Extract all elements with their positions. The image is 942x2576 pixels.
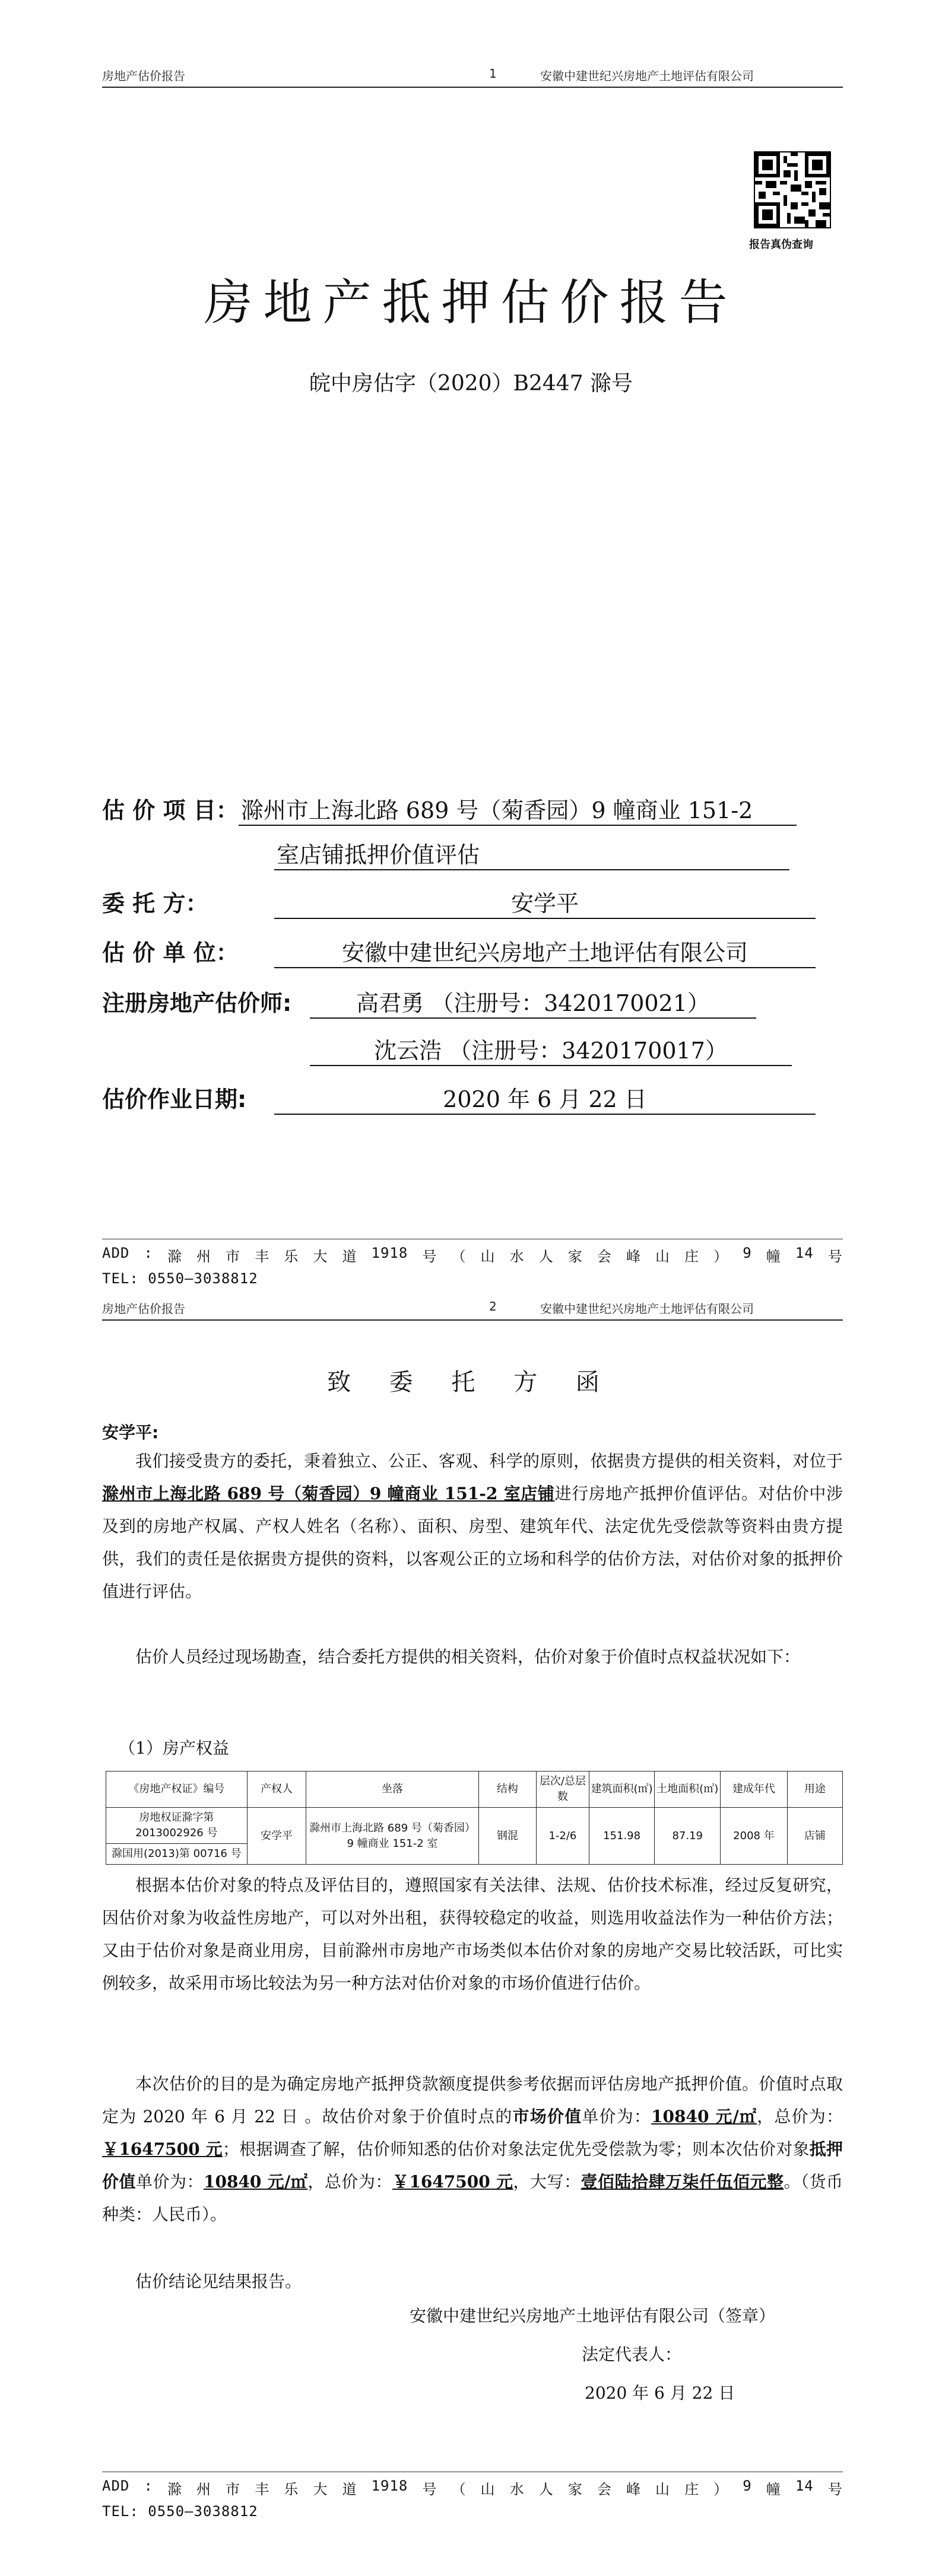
- p1-text-a: 我们接受贵方的委托，秉着独立、公正、客观、科学的原则，依据贵方提供的相关资料，对位于: [135, 1451, 843, 1471]
- footer-address-token: 水: [509, 1248, 525, 1265]
- page2-header-left: 房地产估价报告: [102, 1302, 185, 1316]
- field-date: [102, 1081, 816, 1115]
- p4-market-total: ￥1647500 元: [102, 2139, 223, 2159]
- cell-floors: 1-2/6: [537, 1808, 589, 1865]
- cell-use: 店铺: [787, 1808, 842, 1865]
- p1-property-address: 滁州市上海北路 689 号（菊香园）9 幢商业 151-2 室店铺: [102, 1484, 555, 1503]
- page2-page-number: 2: [489, 1299, 497, 1314]
- th-year: 建成年代: [721, 1772, 788, 1808]
- p4-mortgage-value-label: 抵押价值: [102, 2139, 843, 2192]
- footer-address-token: 市: [226, 2481, 241, 2498]
- p4-text-m: ，大写：: [513, 2172, 581, 2192]
- p4-market-unit-price: 10840 元/㎡: [651, 2107, 757, 2126]
- footer-address-token: 庄: [684, 2481, 700, 2498]
- p4-text-k: ，总价为：: [307, 2172, 392, 2192]
- field-appraiser: [102, 985, 756, 1019]
- appraiser-label: 注册房地产估价师:: [102, 990, 292, 1016]
- page1-footer-address: [102, 1245, 843, 1265]
- footer-address-token: 人: [538, 1248, 554, 1265]
- field-project-cont: [274, 837, 789, 870]
- footer-address-token: 大: [313, 2481, 328, 2498]
- p4-amount-in-words: 壹佰陆拾肆万柒仟伍佰元整: [581, 2172, 784, 2192]
- p4-text-e: ，总价为：: [757, 2107, 843, 2126]
- cell-land-area: 87.19: [655, 1808, 721, 1865]
- footer-address-token: 会: [597, 2481, 612, 2498]
- footer-address-token: 1918: [371, 1245, 408, 1261]
- paragraph-3: 根据本估价对象的特点及评估目的，遵照国家有关法律、法规、估价技术标准，经过反复研究，因估价对象为收益性房地产，可以对外出租，获得较稳定的收益，则选用收益法作为一种估价方法；又由于估价对象是商业用房，目前滁州市房地产市场类似本估价对象的房地产交易比较活跃，可比实例较多，故采用市场比较法为另一种方法对估价对象的市场价值进行估价。: [102, 1875, 843, 1993]
- p4-text-i: 单价为：: [136, 2172, 204, 2192]
- client-value: 安学平: [274, 885, 816, 919]
- cell-land-cert: 滁国用(2013)第 00716 号: [106, 1844, 248, 1865]
- date-label: 估价作业日期:: [102, 1086, 247, 1112]
- footer-address-token: 家: [567, 2481, 583, 2498]
- cell-building-area: 151.98: [589, 1808, 655, 1865]
- footer-address-token: 庄: [684, 1248, 700, 1265]
- footer-address-token: 市: [226, 1248, 241, 1265]
- footer-address-token: 幢: [766, 1248, 781, 1265]
- client-label: 委 托 方：: [102, 891, 208, 917]
- th-land-area: 土地面积(㎡): [655, 1772, 721, 1808]
- page2-header-right: 安徽中建世纪兴房地产土地评估有限公司: [540, 1302, 754, 1316]
- paragraph-5: 估价结论见结果报告。: [135, 2272, 302, 2291]
- field-client: [102, 885, 816, 919]
- field-project: [102, 792, 797, 826]
- footer-address-token: 山: [480, 1248, 496, 1265]
- p4-mortgage-unit-price: 10840 元/㎡: [204, 2172, 308, 2192]
- page2-footer: [102, 2478, 843, 2520]
- signature-date: 2020 年 6 月 22 日: [585, 2383, 735, 2403]
- th-cert: 《房地产权证》编号: [106, 1772, 248, 1808]
- table-row: [106, 1808, 843, 1844]
- footer-address-token: 号: [827, 1248, 843, 1265]
- footer-address-token: 道: [342, 1248, 357, 1265]
- appraiser-2: 沈云浩 （注册号：3420170017）: [310, 1032, 792, 1066]
- footer-address-token: ADD: [102, 1245, 130, 1261]
- page1-footer-tel: TEL: 0550—3038812: [102, 1270, 258, 1287]
- letter-title: 致 委 托 方 函: [327, 1369, 615, 1396]
- p4-mortgage-total: ￥1647500 元: [392, 2172, 513, 2192]
- p4-text-g: ；根据调查了解，估价师知悉的估价对象法定优先受偿款为零；则本次估价对象: [222, 2139, 810, 2159]
- footer-address-token: 14: [795, 1245, 814, 1261]
- footer-address-token: 水: [509, 2481, 525, 2498]
- page2-footer-tel: TEL: 0550—3038812: [102, 2503, 258, 2520]
- footer-address-token: 道: [342, 2481, 357, 2498]
- footer-address-token: 丰: [255, 2481, 270, 2498]
- footer-address-token: 人: [538, 2481, 554, 2498]
- salutation: 安学平:: [102, 1423, 159, 1442]
- th-location: 坐落: [306, 1772, 478, 1808]
- project-value-line2: 室店铺抵押价值评估: [274, 837, 789, 870]
- footer-address-token: 乐: [284, 1248, 299, 1265]
- footer-address-token: 州: [196, 2481, 212, 2498]
- footer-address-token: 峰: [626, 2481, 641, 2498]
- unit-label: 估 价 单 位：: [102, 940, 239, 966]
- cell-structure: 钢混: [478, 1808, 536, 1865]
- footer-address-token: 14: [795, 2478, 814, 2494]
- footer-address-token: 号: [422, 2481, 437, 2498]
- p4-text-a: 本次估价的目的是为确定房地产抵押贷款额度提供参考依据而评估房地产抵押价值。价值时点取定为 2020 年 6 月 22 日 。故估价对象于价值时点的: [102, 2074, 843, 2126]
- page1-header-left: 房地产估价报告: [102, 69, 185, 83]
- signature-company: 安徽中建世纪兴房地产土地评估有限公司（签章）: [410, 2306, 776, 2326]
- th-building-area: 建筑面积(㎡): [589, 1772, 655, 1808]
- cell-year: 2008 年: [721, 1808, 788, 1865]
- footer-address-token: 会: [597, 1248, 612, 1265]
- report-title: 房地产抵押估价报告: [204, 275, 738, 331]
- footer-address-token: ）: [713, 2481, 729, 2498]
- footer-address-token: （: [451, 2481, 467, 2498]
- footer-address-token: 乐: [284, 2481, 299, 2498]
- unit-value: 安徽中建世纪兴房地产土地评估有限公司: [274, 934, 816, 968]
- th-structure: 结构: [478, 1772, 536, 1808]
- qr-code-icon: [754, 151, 831, 228]
- footer-address-token: 9: [743, 1245, 752, 1261]
- cell-owner: 安学平: [247, 1808, 306, 1865]
- page1-header-right: 安徽中建世纪兴房地产土地评估有限公司: [540, 69, 754, 83]
- footer-address-token: :: [144, 1245, 153, 1261]
- page1-header-rule: [102, 87, 843, 88]
- footer-address-token: 丰: [255, 1248, 270, 1265]
- qr-caption: 报告真伪查询: [749, 238, 813, 251]
- field-unit: [102, 934, 816, 968]
- footer-address-token: 号: [827, 2481, 843, 2498]
- page1-footer: [102, 1245, 843, 1287]
- date-value: 2020 年 6 月 22 日: [274, 1081, 816, 1115]
- table-header-row: [106, 1772, 843, 1808]
- footer-address-token: 州: [196, 1248, 212, 1265]
- paragraph-1: [102, 1445, 843, 1608]
- cell-location: 滁州市上海北路 689 号（菊香园）9 幢商业 151-2 室: [306, 1808, 478, 1865]
- footer-address-token: ）: [713, 1248, 729, 1265]
- project-label: 估 价 项 目：: [102, 797, 239, 823]
- p4-text-o: 。（货币种类：人民币）。: [102, 2172, 843, 2224]
- property-rights-table: [106, 1771, 843, 1865]
- footer-address-token: 1918: [371, 2478, 408, 2494]
- footer-address-token: 山: [655, 1248, 671, 1265]
- signature-representative: 法定代表人：: [582, 2345, 682, 2364]
- report-number: 皖中房估字（2020）B2447 滁号: [309, 371, 633, 396]
- footer-address-token: :: [144, 2478, 153, 2494]
- th-use: 用途: [787, 1772, 842, 1808]
- page2-footer-address: [102, 2478, 843, 2498]
- footer-address-token: 家: [567, 1248, 583, 1265]
- footer-address-token: 幢: [766, 2481, 781, 2498]
- footer-address-token: 山: [655, 2481, 671, 2498]
- appraiser-1: 高君勇 （注册号：3420170021）: [310, 985, 756, 1019]
- project-value-line1: 滁州市上海北路 689 号（菊香园）9 幢商业 151-2: [239, 792, 797, 826]
- footer-address-token: 大: [313, 1248, 328, 1265]
- footer-address-token: ADD: [102, 2478, 130, 2494]
- footer-address-token: 滁: [167, 1248, 182, 1265]
- p1-text-c: 进行房地产抵押价值评估。对估价中涉及到的房地产权属、产权人姓名（名称）、面积、房型、建筑年代、法定优先受偿款等资料由贵方提供，我们的责任是依据贵方提供的资料，以客观公正的立场和科学的估价方法，对估价对象的抵押价值进行评估。: [102, 1484, 843, 1601]
- p4-text-c: 单价为：: [582, 2107, 652, 2126]
- subheading-rights: （1）房产权益: [119, 1738, 229, 1758]
- page1-page-number: 1: [489, 66, 497, 81]
- th-owner: 产权人: [247, 1772, 306, 1808]
- p4-market-value-label: 市场价值: [512, 2107, 582, 2126]
- paragraph-4: [102, 2068, 843, 2231]
- footer-address-token: 号: [422, 1248, 437, 1265]
- field-appraiser-2: [310, 1032, 792, 1066]
- cell-cert-no: 房地权证滁字第 2013002926 号: [106, 1808, 248, 1844]
- paragraph-2: 估价人员经过现场勘查，结合委托方提供的相关资料，估价对象于价值时点权益状况如下：: [135, 1647, 801, 1667]
- footer-address-token: 山: [480, 2481, 496, 2498]
- footer-address-token: 峰: [626, 1248, 641, 1265]
- th-floors: 层次/总层数: [537, 1772, 589, 1808]
- page2-header-rule: [102, 1319, 843, 1321]
- footer-address-token: 9: [743, 2478, 752, 2494]
- footer-address-token: （: [451, 1248, 467, 1265]
- footer-address-token: 滁: [167, 2481, 182, 2498]
